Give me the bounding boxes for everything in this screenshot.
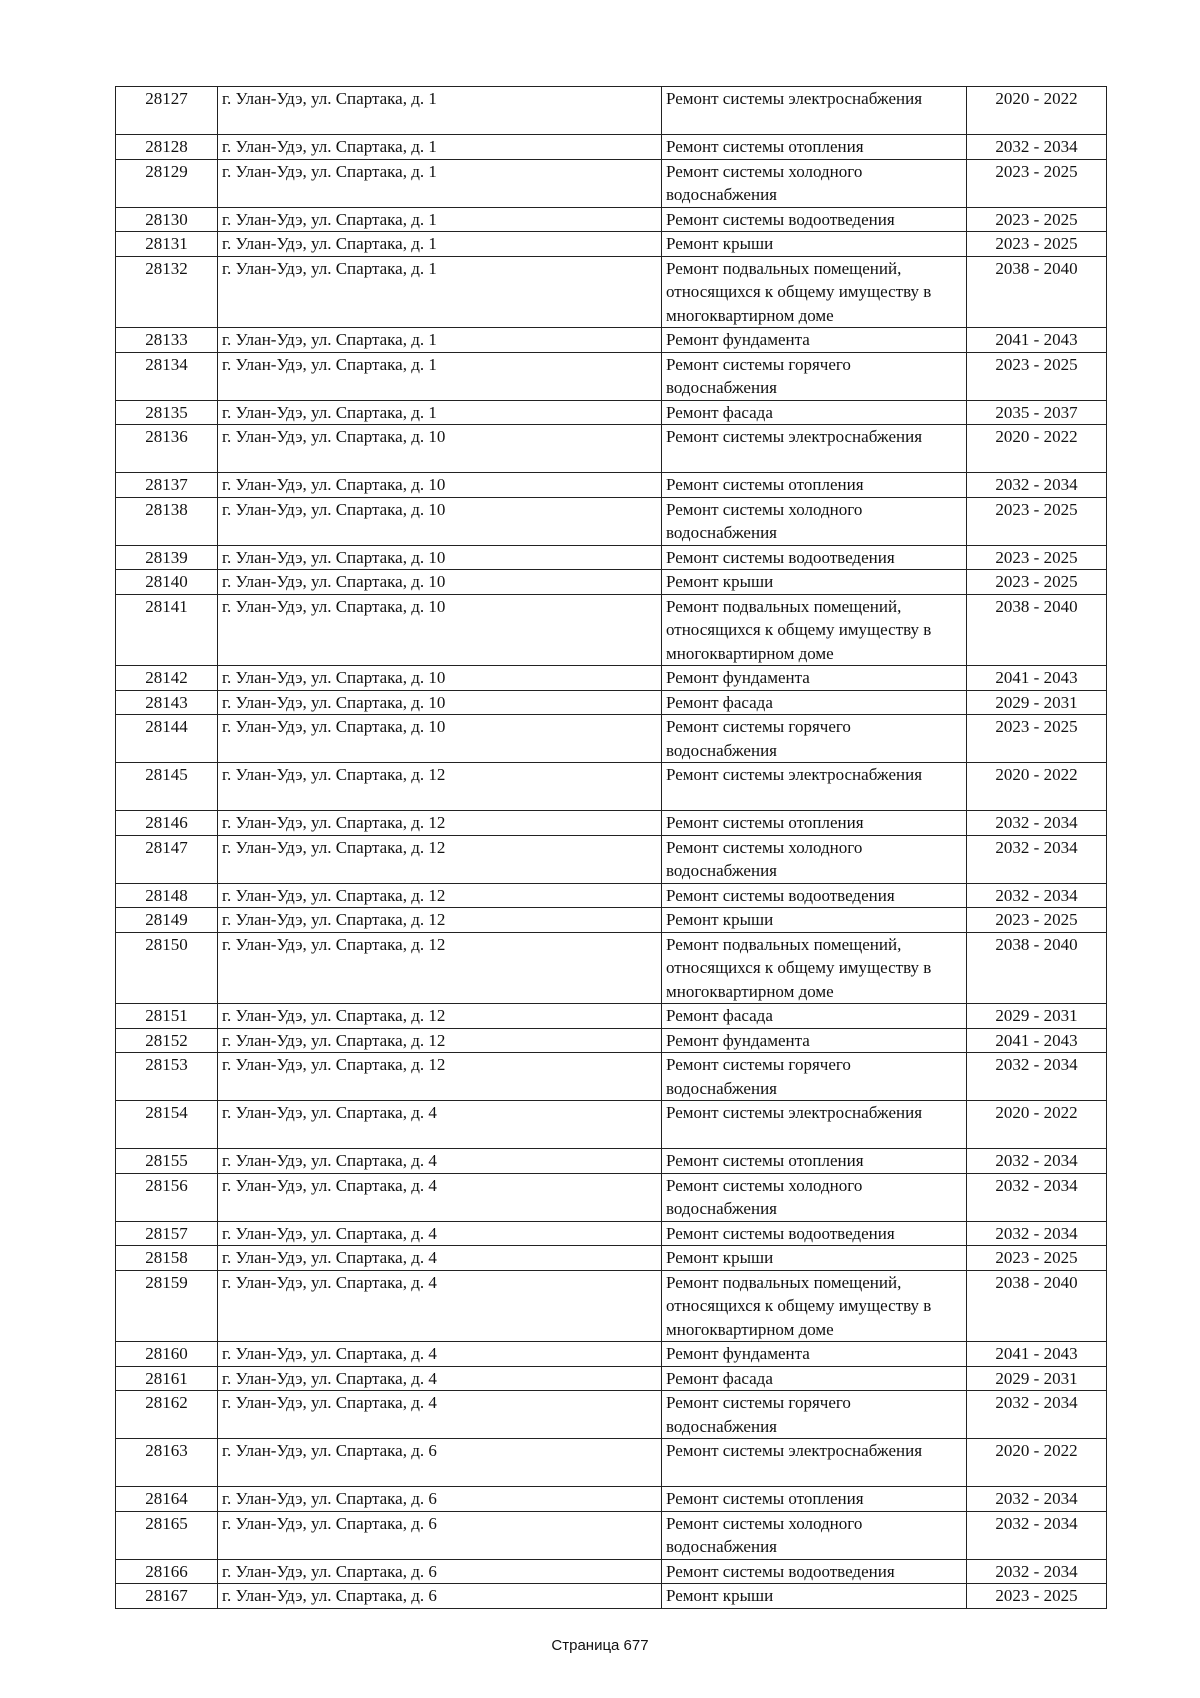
work-type-line: водоснабжения xyxy=(666,523,777,542)
period-cell: 2032 - 2034 xyxy=(967,135,1107,160)
table-row xyxy=(116,763,1107,811)
record-number-cell: 28147 xyxy=(116,835,218,883)
work-type-line: Ремонт системы электроснабжения xyxy=(666,1441,923,1460)
work-type-line: относящихся к общему имуществу в xyxy=(666,958,932,977)
record-number-cell: 28135 xyxy=(116,400,218,425)
period-cell: 2023 - 2025 xyxy=(967,497,1107,545)
period-cell: 2032 - 2034 xyxy=(967,835,1107,883)
address-cell: г. Улан-Удэ, ул. Спартака, д. 10 xyxy=(218,570,662,595)
table-row xyxy=(116,1221,1107,1246)
work-type-cell xyxy=(662,1149,967,1174)
period-cell: 2023 - 2025 xyxy=(967,570,1107,595)
work-type-line: водоснабжения xyxy=(666,185,777,204)
address-cell: г. Улан-Удэ, ул. Спартака, д. 12 xyxy=(218,1004,662,1029)
table-row xyxy=(116,690,1107,715)
work-type-cell xyxy=(662,135,967,160)
period-cell: 2038 - 2040 xyxy=(967,594,1107,666)
repair-schedule-table xyxy=(115,86,1107,1609)
table-body xyxy=(116,87,1107,1609)
work-type-cell xyxy=(662,1053,967,1101)
record-number-cell: 28154 xyxy=(116,1101,218,1149)
address-cell: г. Улан-Удэ, ул. Спартака, д. 1 xyxy=(218,256,662,328)
address-cell: г. Улан-Удэ, ул. Спартака, д. 12 xyxy=(218,908,662,933)
work-type-line: водоснабжения xyxy=(666,1199,777,1218)
work-type-cell xyxy=(662,932,967,1004)
work-type-line: Ремонт фундамента xyxy=(666,330,810,349)
work-type-line: Ремонт системы водоотведения xyxy=(666,1223,895,1243)
work-type-line: водоснабжения xyxy=(666,1078,777,1098)
record-number-cell: 28136 xyxy=(116,425,218,473)
record-number-cell: 28144 xyxy=(116,715,218,763)
period-cell: 2038 - 2040 xyxy=(967,256,1107,328)
period-cell: 2032 - 2034 xyxy=(967,473,1107,498)
work-type-line: Ремонт фасада xyxy=(666,1006,773,1025)
work-type-cell xyxy=(662,1028,967,1053)
table-row xyxy=(116,1366,1107,1391)
work-type-line: Ремонт системы горячего xyxy=(666,717,851,736)
work-type-line: водоснабжения xyxy=(666,1416,777,1436)
period-cell: 2038 - 2040 xyxy=(967,1270,1107,1342)
period-cell: 2023 - 2025 xyxy=(967,207,1107,232)
table-row xyxy=(116,1559,1107,1584)
address-cell: г. Улан-Удэ, ул. Спартака, д. 10 xyxy=(218,690,662,715)
work-type-cell xyxy=(662,1246,967,1271)
record-number-cell: 28165 xyxy=(116,1511,218,1559)
work-type-line xyxy=(666,111,962,135)
table-row xyxy=(116,932,1107,1004)
work-type-line: Ремонт системы электроснабжения xyxy=(666,427,923,446)
address-cell: г. Улан-Удэ, ул. Спартака, д. 10 xyxy=(218,594,662,666)
period-cell: 2032 - 2034 xyxy=(967,1487,1107,1512)
address-cell: г. Улан-Удэ, ул. Спартака, д. 6 xyxy=(218,1487,662,1512)
work-type-line: Ремонт подвальных помещений, xyxy=(666,258,902,278)
work-type-cell xyxy=(662,497,967,545)
record-number-cell: 28141 xyxy=(116,594,218,666)
record-number-cell: 28132 xyxy=(116,256,218,328)
work-type-line: Ремонт фундамента xyxy=(666,1344,810,1363)
work-type-line: водоснабжения xyxy=(666,740,777,760)
work-type-line: Ремонт системы горячего xyxy=(666,1393,851,1412)
work-type-line: Ремонт фасада xyxy=(666,1368,773,1388)
address-cell: г. Улан-Удэ, ул. Спартака, д. 12 xyxy=(218,811,662,836)
record-number-cell: 28150 xyxy=(116,932,218,1004)
table-row xyxy=(116,1584,1107,1609)
work-type-line: Ремонт системы холодного xyxy=(666,837,863,857)
work-type-cell xyxy=(662,1511,967,1559)
address-cell: г. Улан-Удэ, ул. Спартака, д. 4 xyxy=(218,1342,662,1367)
address-cell: г. Улан-Удэ, ул. Спартака, д. 12 xyxy=(218,883,662,908)
table-row xyxy=(116,1101,1107,1149)
work-type-line xyxy=(666,1463,962,1487)
work-type-line: Ремонт системы электроснабжения xyxy=(666,1103,923,1122)
work-type-cell xyxy=(662,1366,967,1391)
address-cell: г. Улан-Удэ, ул. Спартака, д. 4 xyxy=(218,1101,662,1149)
work-type-line: многоквартирном доме xyxy=(666,1319,834,1339)
record-number-cell: 28153 xyxy=(116,1053,218,1101)
work-type-line xyxy=(666,1125,962,1149)
table-row xyxy=(116,425,1107,473)
work-type-cell xyxy=(662,425,967,473)
work-type-line: многоквартирном доме xyxy=(666,643,834,663)
address-cell: г. Улан-Удэ, ул. Спартака, д. 4 xyxy=(218,1246,662,1271)
address-cell: г. Улан-Удэ, ул. Спартака, д. 1 xyxy=(218,328,662,353)
address-cell: г. Улан-Удэ, ул. Спартака, д. 1 xyxy=(218,400,662,425)
period-cell: 2038 - 2040 xyxy=(967,932,1107,1004)
work-type-line: Ремонт фундамента xyxy=(666,668,810,687)
work-type-cell xyxy=(662,545,967,570)
address-cell: г. Улан-Удэ, ул. Спартака, д. 6 xyxy=(218,1559,662,1584)
work-type-cell xyxy=(662,1391,967,1439)
period-cell: 2020 - 2022 xyxy=(967,763,1107,811)
work-type-line xyxy=(666,449,962,473)
work-type-line: Ремонт системы холодного xyxy=(666,161,863,181)
work-type-cell xyxy=(662,159,967,207)
address-cell: г. Улан-Удэ, ул. Спартака, д. 12 xyxy=(218,835,662,883)
work-type-line: Ремонт системы отопления xyxy=(666,475,864,494)
address-cell: г. Улан-Удэ, ул. Спартака, д. 6 xyxy=(218,1511,662,1559)
work-type-cell xyxy=(662,835,967,883)
work-type-line: многоквартирном доме xyxy=(666,305,834,325)
address-cell: г. Улан-Удэ, ул. Спартака, д. 4 xyxy=(218,1366,662,1391)
address-cell: г. Улан-Удэ, ул. Спартака, д. 4 xyxy=(218,1391,662,1439)
table-row xyxy=(116,328,1107,353)
table-row xyxy=(116,1439,1107,1487)
work-type-cell xyxy=(662,811,967,836)
work-type-line: Ремонт системы электроснабжения xyxy=(666,89,923,108)
work-type-line xyxy=(666,787,962,811)
table-row xyxy=(116,400,1107,425)
record-number-cell: 28130 xyxy=(116,207,218,232)
work-type-line: Ремонт крыши xyxy=(666,234,774,253)
record-number-cell: 28134 xyxy=(116,352,218,400)
table-row xyxy=(116,666,1107,691)
table-row xyxy=(116,570,1107,595)
work-type-line: водоснабжения xyxy=(666,861,777,880)
table-row xyxy=(116,908,1107,933)
work-type-cell xyxy=(662,232,967,257)
work-type-cell xyxy=(662,352,967,400)
work-type-line: водоснабжения xyxy=(666,378,777,397)
period-cell: 2041 - 2043 xyxy=(967,328,1107,353)
record-number-cell: 28146 xyxy=(116,811,218,836)
work-type-line: Ремонт крыши xyxy=(666,1586,774,1605)
record-number-cell: 28138 xyxy=(116,497,218,545)
table-row xyxy=(116,1511,1107,1559)
work-type-cell xyxy=(662,328,967,353)
period-cell: 2032 - 2034 xyxy=(967,883,1107,908)
record-number-cell: 28164 xyxy=(116,1487,218,1512)
record-number-cell: 28162 xyxy=(116,1391,218,1439)
table-row xyxy=(116,87,1107,135)
work-type-cell xyxy=(662,570,967,595)
period-cell: 2023 - 2025 xyxy=(967,1246,1107,1271)
work-type-cell xyxy=(662,256,967,328)
period-cell: 2032 - 2034 xyxy=(967,1559,1107,1584)
address-cell: г. Улан-Удэ, ул. Спартака, д. 4 xyxy=(218,1149,662,1174)
period-cell: 2032 - 2034 xyxy=(967,1511,1107,1559)
table-row xyxy=(116,1246,1107,1271)
table-row xyxy=(116,1004,1107,1029)
work-type-line: Ремонт системы водоотведения xyxy=(666,209,895,229)
address-cell: г. Улан-Удэ, ул. Спартака, д. 10 xyxy=(218,545,662,570)
work-type-cell xyxy=(662,1221,967,1246)
work-type-line: относящихся к общему имуществу в xyxy=(666,282,932,301)
address-cell: г. Улан-Удэ, ул. Спартака, д. 10 xyxy=(218,425,662,473)
work-type-line: Ремонт системы отопления xyxy=(666,137,864,156)
record-number-cell: 28128 xyxy=(116,135,218,160)
period-cell: 2032 - 2034 xyxy=(967,811,1107,836)
record-number-cell: 28140 xyxy=(116,570,218,595)
table-row xyxy=(116,256,1107,328)
address-cell: г. Улан-Удэ, ул. Спартака, д. 4 xyxy=(218,1221,662,1246)
address-cell: г. Улан-Удэ, ул. Спартака, д. 1 xyxy=(218,135,662,160)
table-row xyxy=(116,883,1107,908)
work-type-cell xyxy=(662,1173,967,1221)
record-number-cell: 28142 xyxy=(116,666,218,691)
table-row xyxy=(116,594,1107,666)
record-number-cell: 28155 xyxy=(116,1149,218,1174)
work-type-line: Ремонт системы отопления xyxy=(666,1489,864,1508)
work-type-line: Ремонт системы отопления xyxy=(666,1151,864,1170)
table-row xyxy=(116,473,1107,498)
work-type-line: относящихся к общему имуществу в xyxy=(666,620,932,639)
record-number-cell: 28137 xyxy=(116,473,218,498)
table-row xyxy=(116,497,1107,545)
work-type-line: Ремонт системы водоотведения xyxy=(666,885,895,905)
record-number-cell: 28161 xyxy=(116,1366,218,1391)
period-cell: 2032 - 2034 xyxy=(967,1053,1107,1101)
work-type-line: Ремонт системы электроснабжения xyxy=(666,765,923,784)
work-type-line: Ремонт системы водоотведения xyxy=(666,547,895,567)
period-cell: 2032 - 2034 xyxy=(967,1173,1107,1221)
work-type-line: Ремонт фундамента xyxy=(666,1030,810,1050)
period-cell: 2023 - 2025 xyxy=(967,352,1107,400)
address-cell: г. Улан-Удэ, ул. Спартака, д. 1 xyxy=(218,87,662,135)
period-cell: 2032 - 2034 xyxy=(967,1221,1107,1246)
work-type-line: Ремонт системы холодного xyxy=(666,1175,863,1195)
record-number-cell: 28167 xyxy=(116,1584,218,1609)
record-number-cell: 28163 xyxy=(116,1439,218,1487)
period-cell: 2020 - 2022 xyxy=(967,425,1107,473)
period-cell: 2023 - 2025 xyxy=(967,908,1107,933)
work-type-line: Ремонт системы отопления xyxy=(666,813,864,832)
table-row xyxy=(116,1149,1107,1174)
table-row xyxy=(116,1270,1107,1342)
work-type-cell xyxy=(662,1101,967,1149)
work-type-cell xyxy=(662,473,967,498)
table-row xyxy=(116,352,1107,400)
period-cell: 2032 - 2034 xyxy=(967,1391,1107,1439)
address-cell: г. Улан-Удэ, ул. Спартака, д. 10 xyxy=(218,497,662,545)
work-type-cell xyxy=(662,883,967,908)
table-row xyxy=(116,1487,1107,1512)
record-number-cell: 28156 xyxy=(116,1173,218,1221)
work-type-cell xyxy=(662,1559,967,1584)
work-type-line: Ремонт системы горячего xyxy=(666,354,851,374)
period-cell: 2029 - 2031 xyxy=(967,690,1107,715)
record-number-cell: 28139 xyxy=(116,545,218,570)
work-type-cell xyxy=(662,666,967,691)
address-cell: г. Улан-Удэ, ул. Спартака, д. 6 xyxy=(218,1584,662,1609)
work-type-cell xyxy=(662,1439,967,1487)
work-type-cell xyxy=(662,715,967,763)
work-type-cell xyxy=(662,1270,967,1342)
period-cell: 2020 - 2022 xyxy=(967,1439,1107,1487)
record-number-cell: 28145 xyxy=(116,763,218,811)
period-cell: 2023 - 2025 xyxy=(967,232,1107,257)
work-type-line: Ремонт системы холодного xyxy=(666,499,863,519)
address-cell: г. Улан-Удэ, ул. Спартака, д. 12 xyxy=(218,763,662,811)
work-type-line: Ремонт крыши xyxy=(666,1248,774,1267)
record-number-cell: 28131 xyxy=(116,232,218,257)
record-number-cell: 28129 xyxy=(116,159,218,207)
table-row xyxy=(116,835,1107,883)
period-cell: 2032 - 2034 xyxy=(967,1149,1107,1174)
record-number-cell: 28158 xyxy=(116,1246,218,1271)
work-type-line: Ремонт подвальных помещений, xyxy=(666,934,902,954)
work-type-line: Ремонт крыши xyxy=(666,910,774,929)
address-cell: г. Улан-Удэ, ул. Спартака, д. 10 xyxy=(218,666,662,691)
table-row xyxy=(116,135,1107,160)
table-row xyxy=(116,232,1107,257)
record-number-cell: 28143 xyxy=(116,690,218,715)
work-type-cell xyxy=(662,690,967,715)
address-cell: г. Улан-Удэ, ул. Спартака, д. 10 xyxy=(218,473,662,498)
address-cell: г. Улан-Удэ, ул. Спартака, д. 6 xyxy=(218,1439,662,1487)
work-type-cell xyxy=(662,207,967,232)
period-cell: 2020 - 2022 xyxy=(967,1101,1107,1149)
record-number-cell: 28133 xyxy=(116,328,218,353)
table-row xyxy=(116,1028,1107,1053)
period-cell: 2023 - 2025 xyxy=(967,1584,1107,1609)
record-number-cell: 28149 xyxy=(116,908,218,933)
work-type-cell xyxy=(662,763,967,811)
record-number-cell: 28166 xyxy=(116,1559,218,1584)
work-type-cell xyxy=(662,594,967,666)
table-row xyxy=(116,811,1107,836)
work-type-line: относящихся к общему имуществу в xyxy=(666,1296,932,1315)
record-number-cell: 28159 xyxy=(116,1270,218,1342)
table-row xyxy=(116,545,1107,570)
address-cell: г. Улан-Удэ, ул. Спартака, д. 10 xyxy=(218,715,662,763)
address-cell: г. Улан-Удэ, ул. Спартака, д. 1 xyxy=(218,207,662,232)
table-row xyxy=(116,1173,1107,1221)
table-row xyxy=(116,1053,1107,1101)
address-cell: г. Улан-Удэ, ул. Спартака, д. 1 xyxy=(218,352,662,400)
period-cell: 2029 - 2031 xyxy=(967,1366,1107,1391)
page-number: Страница 677 xyxy=(551,1637,649,1654)
record-number-cell: 28152 xyxy=(116,1028,218,1053)
table-row xyxy=(116,159,1107,207)
period-cell: 2041 - 2043 xyxy=(967,666,1107,691)
address-cell: г. Улан-Удэ, ул. Спартака, д. 4 xyxy=(218,1173,662,1221)
work-type-line: Ремонт подвальных помещений, xyxy=(666,1272,902,1292)
address-cell: г. Улан-Удэ, ул. Спартака, д. 12 xyxy=(218,1053,662,1101)
work-type-line: Ремонт фасада xyxy=(666,692,773,712)
period-cell: 2020 - 2022 xyxy=(967,87,1107,135)
period-cell: 2023 - 2025 xyxy=(967,545,1107,570)
address-cell: г. Улан-Удэ, ул. Спартака, д. 12 xyxy=(218,1028,662,1053)
work-type-line: многоквартирном доме xyxy=(666,981,834,1001)
table-row xyxy=(116,207,1107,232)
period-cell: 2041 - 2043 xyxy=(967,1028,1107,1053)
work-type-cell xyxy=(662,400,967,425)
address-cell: г. Улан-Удэ, ул. Спартака, д. 12 xyxy=(218,932,662,1004)
work-type-line: Ремонт крыши xyxy=(666,572,774,591)
work-type-cell xyxy=(662,87,967,135)
record-number-cell: 28160 xyxy=(116,1342,218,1367)
period-cell: 2023 - 2025 xyxy=(967,715,1107,763)
record-number-cell: 28157 xyxy=(116,1221,218,1246)
record-number-cell: 28148 xyxy=(116,883,218,908)
period-cell: 2035 - 2037 xyxy=(967,400,1107,425)
work-type-cell xyxy=(662,1342,967,1367)
address-cell: г. Улан-Удэ, ул. Спартака, д. 1 xyxy=(218,159,662,207)
work-type-cell xyxy=(662,1004,967,1029)
address-cell: г. Улан-Удэ, ул. Спартака, д. 4 xyxy=(218,1270,662,1342)
work-type-cell xyxy=(662,908,967,933)
period-cell: 2023 - 2025 xyxy=(967,159,1107,207)
address-cell: г. Улан-Удэ, ул. Спартака, д. 1 xyxy=(218,232,662,257)
record-number-cell: 28127 xyxy=(116,87,218,135)
table-row xyxy=(116,1342,1107,1367)
record-number-cell: 28151 xyxy=(116,1004,218,1029)
work-type-cell xyxy=(662,1584,967,1609)
work-type-line: Ремонт системы холодного xyxy=(666,1513,863,1533)
work-type-line: водоснабжения xyxy=(666,1537,777,1556)
period-cell: 2029 - 2031 xyxy=(967,1004,1107,1029)
period-cell: 2041 - 2043 xyxy=(967,1342,1107,1367)
work-type-line: Ремонт фасада xyxy=(666,402,773,422)
table-row xyxy=(116,715,1107,763)
work-type-line: Ремонт подвальных помещений, xyxy=(666,596,902,616)
work-type-line: Ремонт системы водоотведения xyxy=(666,1561,895,1581)
table-row xyxy=(116,1391,1107,1439)
work-type-cell xyxy=(662,1487,967,1512)
work-type-line: Ремонт системы горячего xyxy=(666,1055,851,1074)
